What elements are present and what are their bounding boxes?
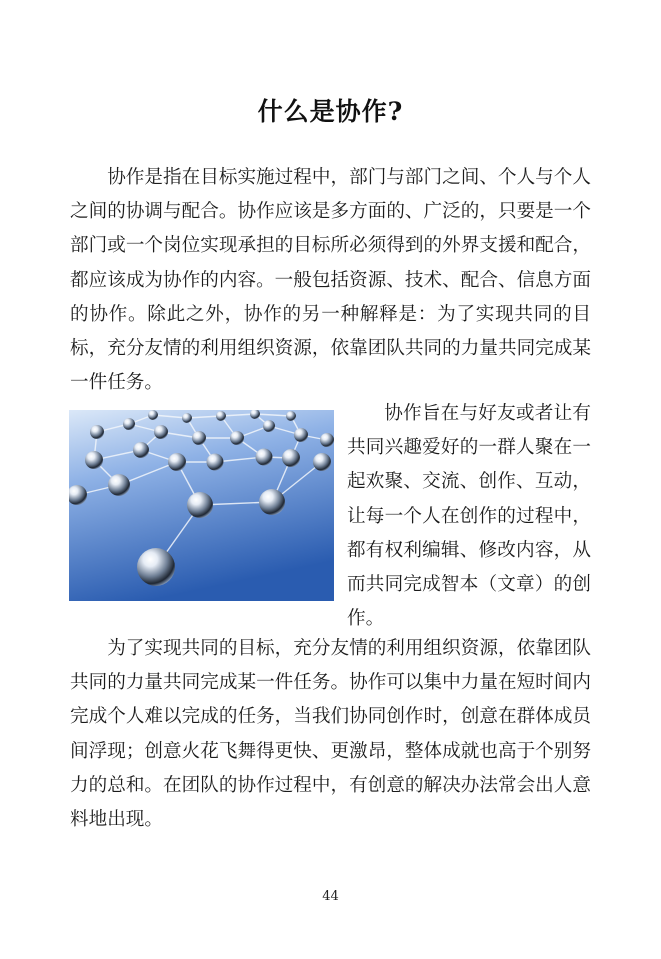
page-title: 什么是协作? — [257, 97, 404, 126]
page-number: 44 — [322, 889, 339, 904]
paragraph-collaboration-benefits: 为了实现共同的目标，充分友情的利用组织资源，依靠团队共同的力量共同完成某一件任务。协作可以集中力量在短时间内完成个人难以完成的任务，当我们协同创作时，创意在群体成员间浮现；创意火花飞舞得更快、更激昂，整体成就也高于个别努力的总和。在团队的协作过程中，有创意的解决办法常会出人意料地出现。 — [70, 638, 591, 831]
network-molecule-image — [69, 410, 334, 601]
paragraph-intro: 协作是指在目标实施过程中，部门与部门之间、个人与个人之间的协调与配合。协作应该是多方面的、广泛的，只要是一个部门或一个岗位实现承担的目标所必须得到的外界支援和配合，都应该成为协作的内容。一般包括资源、技术、配合、信息方面的协作。除此之外，协作的另一种解释是：为了实现共同的目标，充分友情的利用组织资源，依靠团队共同的力量共同完成某一件任务。 — [70, 167, 591, 394]
paragraph-collaboration-purpose: 协作旨在与好友或者让有共同兴趣爱好的一群人聚在一起欢聚、交流、创作、互动，让每一个人在创作的过程中，都有权利编辑、修改内容，从而共同完成智本（文章）的创作。 — [347, 403, 591, 630]
